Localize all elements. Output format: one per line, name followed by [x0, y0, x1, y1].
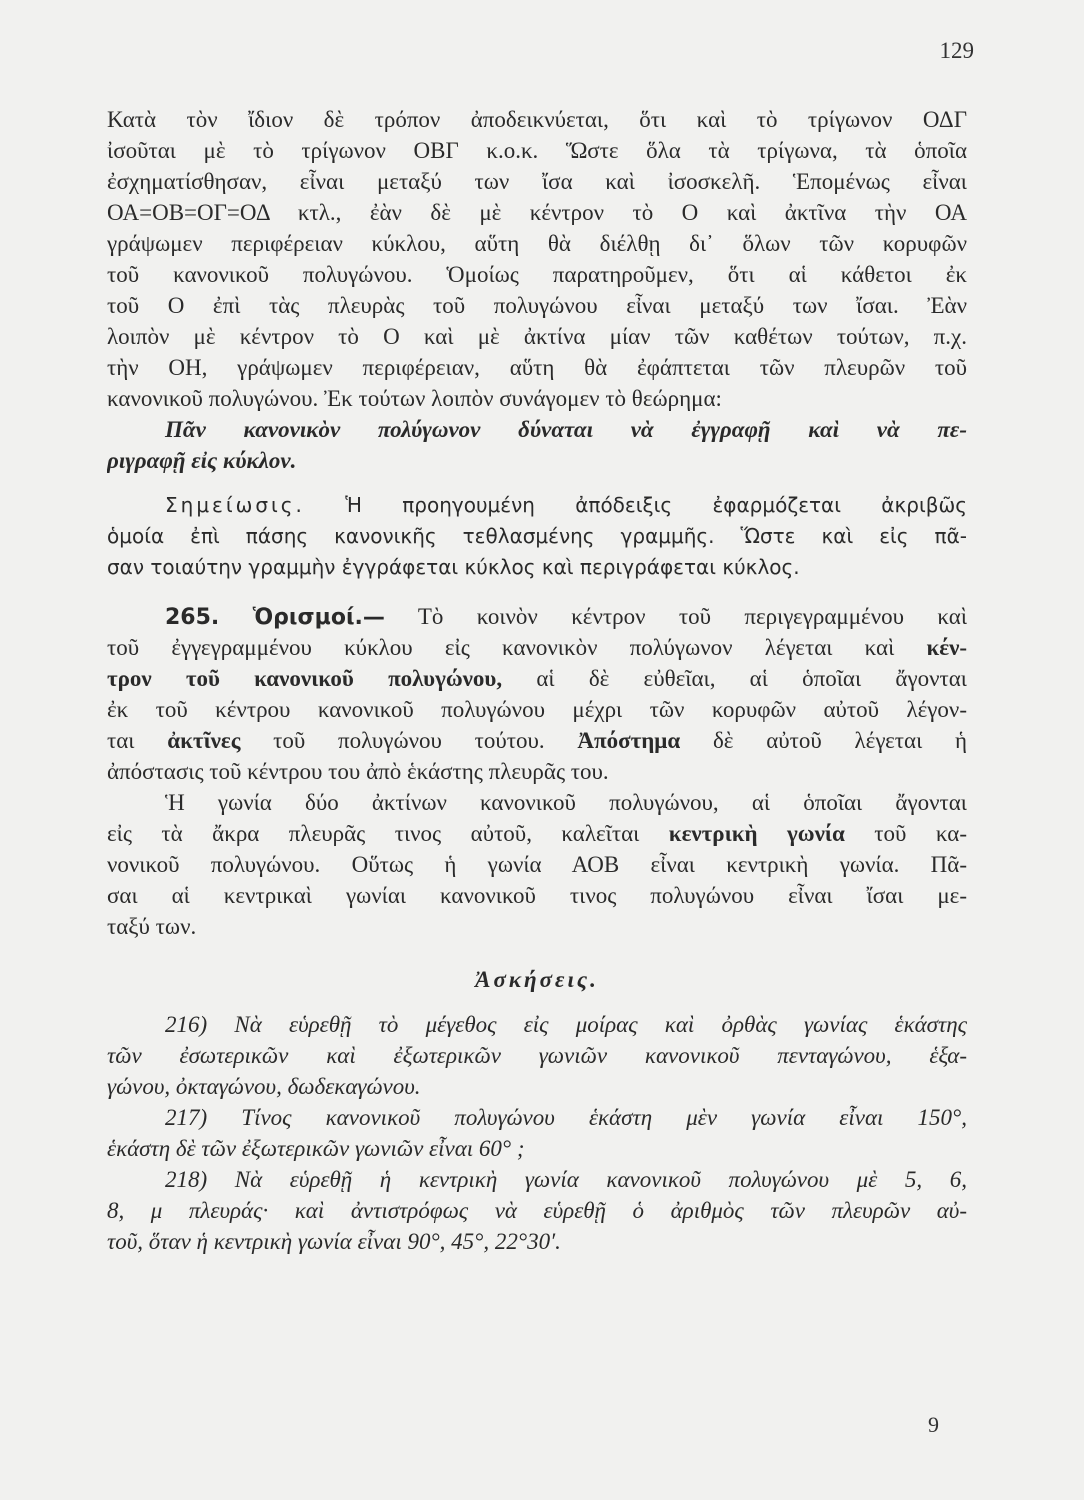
text-line: [107, 818, 967, 849]
remark-line: ὁμοία ἐπὶ πάσης κανονικῆς τεθλασμένης γραμμῆς. Ὥστε καὶ εἰς πᾶ-: [107, 524, 967, 548]
text-line: ταξύ των.: [107, 914, 197, 939]
section-line: ἀπόστασις τοῦ κέντρου του ἀπὸ ἑκάστης πλευρᾶς του.: [107, 759, 609, 784]
paragraph-proof: [107, 104, 967, 414]
remark-label: Σημείωσις.: [165, 493, 305, 517]
text-line: ΟΑ=ΟΒ=ΟΓ=ΟΔ κτλ., ἐὰν δὲ μὲ κέντρον τὸ Ο καὶ ἀκτῖνα τὴν ΟΑ: [107, 200, 967, 225]
term-apothem: Ἀπόστημα: [577, 728, 681, 753]
exercise-line: 217) Τίνος κανονικοῦ πολυγώνου ἑκάστη μὲν γωνία εἶναι 150°,: [165, 1105, 967, 1130]
text-part: εἰς τὰ ἄκρα πλευρᾶς τινος αὐτοῦ, καλεῖται: [107, 821, 640, 846]
term-center: κέν-: [926, 635, 967, 660]
exercise-216: [107, 1009, 967, 1102]
exercise-218: [107, 1164, 967, 1257]
exercise-line: 218) Νὰ εὑρεθῇ ἡ κεντρικὴ γωνία κανονικοῦ πολυγώνου μὲ 5, 6,: [165, 1167, 967, 1192]
section-line: [107, 725, 967, 756]
section-number: 265.: [165, 605, 220, 630]
page-body: [107, 104, 967, 1257]
term-center-cont: τρον τοῦ κανονικοῦ πολυγώνου,: [107, 666, 503, 691]
exercise-line: 216) Νὰ εὑρεθῇ τὸ μέγεθος εἰς μοίρας καὶ ὀρθὰς γωνίας ἑκάστης: [165, 1012, 967, 1037]
text-line: λοιπὸν μὲ κέντρον τὸ Ο καὶ μὲ ἀκτίνα μίαν τῶν καθέτων τούτων, π.χ.: [107, 324, 967, 349]
text-line: τὴν ΟΗ, γράψωμεν περιφέρειαν, αὕτη θὰ ἐφάπτεται τῶν πλευρῶν τοῦ: [107, 355, 967, 380]
page-number: 129: [939, 38, 974, 63]
exercises-heading: Ἀσκήσεις.: [475, 967, 599, 992]
text-line: σαι αἱ κεντρικαὶ γωνίαι κανονικοῦ τινος πολυγώνου εἶναι ἴσαι με-: [107, 883, 967, 908]
section-265: [107, 601, 967, 787]
section-text: δὲ αὐτοῦ λέγεται ἡ: [712, 728, 967, 753]
theorem: [107, 414, 967, 476]
section-text: Τὸ κοινὸν κέντρον τοῦ περιγεγραμμένου καὶ: [417, 604, 967, 629]
exercise-line: 8, μ πλευράς· καὶ ἀντιστρόφως νὰ εὑρεθῇ ὁ ἀριθμὸς τῶν πλευρῶν αὐ-: [107, 1198, 967, 1223]
text-line: Ἡ γωνία δύο ἀκτίνων κανονικοῦ πολυγώνου, αἱ ὁποῖαι ἄγονται: [165, 790, 967, 815]
term-radii: ἀκτῖνες: [167, 728, 241, 753]
theorem-line: Πᾶν κανονικὸν πολύγωνον δύναται νὰ ἐγγραφῇ καὶ νὰ πε-: [165, 417, 967, 442]
section-text: αἱ δὲ εὐθεῖαι, αἱ ὁποῖαι ἄγονται: [536, 666, 967, 691]
section-line: [107, 663, 967, 694]
section-title: Ὁρισμοί.—: [252, 605, 385, 630]
section-text: τοῦ ἐγγεγραμμένου κύκλου εἰς κανονικὸν πολύγωνον λέγεται καὶ: [107, 635, 895, 660]
remark: [107, 490, 967, 583]
exercise-line: ἑκάστη δὲ τῶν ἐξωτερικῶν γωνιῶν εἶναι 60° ;: [107, 1136, 525, 1161]
text-line: Κατὰ τὸν ἴδιον δὲ τρόπον ἀποδεικνύεται, ὅτι καὶ τὸ τρίγωνον ΟΔΓ: [107, 107, 967, 132]
exercise-217: [107, 1102, 967, 1164]
paragraph-central-angle: [107, 787, 967, 942]
remark-line: σαν τοιαύτην γραμμὴν ἐγγράφεται κύκλος καὶ περιγράφεται κύκλος.: [107, 555, 800, 579]
text-line: γράψωμεν περιφέρειαν κύκλου, αὕτη θὰ διέλθῃ δι᾽ ὅλων τῶν κορυφῶν: [107, 231, 967, 256]
section-text: ται: [107, 728, 135, 753]
term-central-angle: κεντρικὴ γωνία: [668, 821, 845, 846]
remark-line: [107, 490, 967, 521]
text-line: κανονικοῦ πολυγώνου. Ἐκ τούτων λοιπὸν συνάγομεν τὸ θεώρημα:: [107, 386, 722, 411]
text-line: νονικοῦ πολυγώνου. Οὕτως ἡ γωνία ΑΟΒ εἶναι κεντρικὴ γωνία. Πᾶ-: [107, 852, 967, 877]
exercise-line: τῶν ἐσωτερικῶν καὶ ἐξωτερικῶν γωνιῶν κανονικοῦ πενταγώνου, ἑξα-: [107, 1043, 967, 1068]
section-line: [107, 601, 967, 632]
text-line: τοῦ κανονικοῦ πολυγώνου. Ὁμοίως παρατηροῦμεν, ὅτι αἱ κάθετοι ἐκ: [107, 262, 967, 287]
remark-text: Ἡ προηγουμένη ἀπόδειξις ἐφαρμόζεται ἀκριβῶς: [345, 493, 967, 517]
signature-mark: 9: [928, 1412, 939, 1437]
text-line: τοῦ Ο ἐπὶ τὰς πλευρὰς τοῦ πολυγώνου εἶναι μεταξύ των ἴσαι. Ἐὰν: [107, 293, 967, 318]
exercise-line: γώνου, ὀκταγώνου, δωδεκαγώνου.: [107, 1074, 421, 1099]
section-line: [107, 632, 967, 663]
exercises: [107, 964, 967, 1257]
exercise-line: τοῦ, ὅταν ἡ κεντρικὴ γωνία εἶναι 90°, 45°, 22°30′.: [107, 1229, 561, 1254]
theorem-line: ριγραφῇ εἰς κύκλον.: [107, 448, 297, 473]
section-line: ἐκ τοῦ κέντρου κανονικοῦ πολυγώνου μέχρι τῶν κορυφῶν αὐτοῦ λέγον-: [107, 697, 967, 722]
section-text: τοῦ πολυγώνου τούτου.: [273, 728, 545, 753]
text-line: ἐσχηματίσθησαν, εἶναι μεταξύ των ἴσα καὶ ἰσοσκελῆ. Ἑπομένως εἶναι: [107, 169, 967, 194]
text-line: ἰσοῦται μὲ τὸ τρίγωνον ΟΒΓ κ.ο.κ. Ὥστε ὅλα τὰ τρίγωνα, τὰ ὁποῖα: [107, 138, 967, 163]
text-part: τοῦ κα-: [874, 821, 967, 846]
